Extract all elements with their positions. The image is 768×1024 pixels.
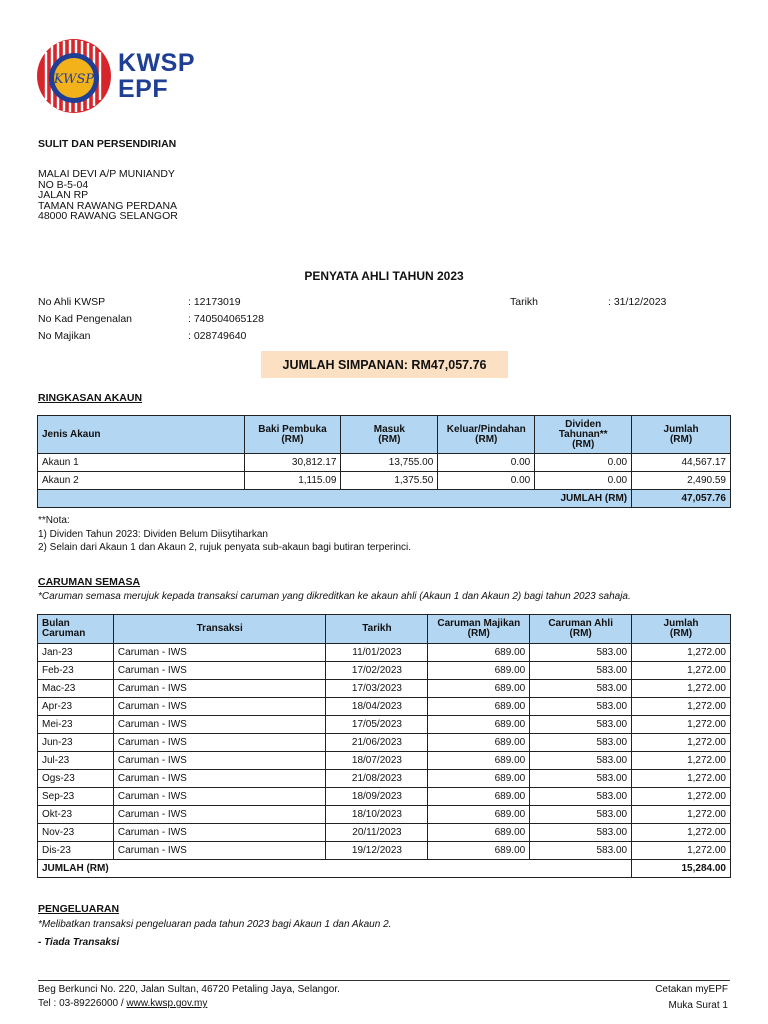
transaction-cell: Caruman - IWS	[113, 806, 326, 824]
date-value: : 31/12/2023	[608, 296, 667, 308]
dividend-cell: 0.00	[535, 472, 632, 490]
note-item: 1) Dividen Tahun 2023: Dividen Belum Diisytiharkan	[38, 528, 268, 540]
month-cell: Okt-23	[38, 806, 114, 824]
date-cell: 21/06/2023	[326, 734, 428, 752]
date-label: Tarikh	[510, 296, 539, 308]
ic-value: : 740504065128	[188, 313, 264, 325]
transaction-cell: Caruman - IWS	[113, 680, 326, 698]
date-cell: 18/10/2023	[326, 806, 428, 824]
summary-header-cell: Baki Pembuka (RM)	[244, 416, 341, 454]
date-cell: 20/11/2023	[326, 824, 428, 842]
employer-contribution-cell: 689.00	[428, 680, 530, 698]
member-contribution-cell: 583.00	[530, 716, 632, 734]
employer-contribution-cell: 689.00	[428, 716, 530, 734]
confidential-label: SULIT DAN PERSENDIRIAN	[38, 138, 177, 150]
opening-balance-cell: 30,812.17	[244, 454, 341, 472]
month-cell: Feb-23	[38, 662, 114, 680]
total-cell: 1,272.00	[632, 752, 731, 770]
total-cell: 2,490.59	[632, 472, 731, 490]
transaction-cell: Caruman - IWS	[113, 644, 326, 662]
month-cell: Nov-23	[38, 824, 114, 842]
notes-block	[38, 514, 411, 555]
date-cell: 18/07/2023	[326, 752, 428, 770]
contributions-body	[38, 644, 731, 860]
credit-cell: 13,755.00	[341, 454, 438, 472]
account-type-cell: Akaun 1	[38, 454, 245, 472]
dividend-cell: 0.00	[535, 454, 632, 472]
table-row	[38, 770, 731, 788]
employer-contribution-cell: 689.00	[428, 842, 530, 860]
member-contribution-cell: 583.00	[530, 698, 632, 716]
address-line: 48000 RAWANG SELANGOR	[38, 210, 178, 223]
brand-line-1: KWSP	[118, 49, 195, 77]
employer-contribution-cell: 689.00	[428, 752, 530, 770]
employer-contribution-cell: 689.00	[428, 644, 530, 662]
opening-balance-cell: 1,115.09	[244, 472, 341, 490]
table-row	[38, 662, 731, 680]
transaction-cell: Caruman - IWS	[113, 662, 326, 680]
total-cell: 1,272.00	[632, 698, 731, 716]
footer-tel: Tel : 03-89226000 /	[38, 998, 127, 1009]
brand-wordmark	[118, 50, 195, 102]
employer-contribution-cell: 689.00	[428, 824, 530, 842]
date-cell: 21/08/2023	[326, 770, 428, 788]
date-cell: 18/04/2023	[326, 698, 428, 716]
transaction-cell: Caruman - IWS	[113, 842, 326, 860]
table-row	[38, 788, 731, 806]
contrib-header-cell: Jumlah (RM)	[632, 615, 731, 644]
brand-line-2: EPF	[118, 75, 169, 103]
total-cell: 1,272.00	[632, 680, 731, 698]
account-summary-table	[37, 415, 731, 508]
address-line: TAMAN RAWANG PERDANA	[38, 199, 178, 212]
address-line: NO B-5-04	[38, 178, 89, 191]
month-cell: Jun-23	[38, 734, 114, 752]
statement-title: PENYATA AHLI TAHUN 2023	[304, 269, 464, 283]
total-cell: 1,272.00	[632, 662, 731, 680]
transaction-cell: Caruman - IWS	[113, 716, 326, 734]
summary-header-cell: Jumlah (RM)	[632, 416, 731, 454]
employer-contribution-cell: 689.00	[428, 770, 530, 788]
month-cell: Mac-23	[38, 680, 114, 698]
month-cell: Jan-23	[38, 644, 114, 662]
total-cell: 44,567.17	[632, 454, 731, 472]
employer-contribution-cell: 689.00	[428, 698, 530, 716]
table-row	[38, 644, 731, 662]
footer-contact	[38, 998, 207, 1009]
table-row	[38, 472, 731, 490]
employer-contribution-cell: 689.00	[428, 662, 530, 680]
footer-divider	[38, 980, 730, 981]
member-contribution-cell: 583.00	[530, 662, 632, 680]
member-contribution-cell: 583.00	[530, 752, 632, 770]
member-no-value: : 12173019	[188, 296, 241, 308]
table-row	[38, 680, 731, 698]
summary-total-row	[38, 490, 731, 508]
contrib-header-cell: Caruman Majikan (RM)	[428, 615, 530, 644]
table-row	[38, 824, 731, 842]
month-cell: Jul-23	[38, 752, 114, 770]
member-contribution-cell: 583.00	[530, 644, 632, 662]
member-contribution-cell: 583.00	[530, 680, 632, 698]
employer-label: No Majikan	[38, 330, 91, 342]
date-cell: 17/03/2023	[326, 680, 428, 698]
account-type-cell: Akaun 2	[38, 472, 245, 490]
total-cell: 1,272.00	[632, 788, 731, 806]
employer-contribution-cell: 689.00	[428, 788, 530, 806]
contrib-total-row	[38, 860, 731, 878]
contrib-header-cell: Transaksi	[113, 615, 326, 644]
transaction-cell: Caruman - IWS	[113, 698, 326, 716]
total-cell: 1,272.00	[632, 734, 731, 752]
contrib-header-cell: Tarikh	[326, 615, 428, 644]
employer-contribution-cell: 689.00	[428, 806, 530, 824]
member-contribution-cell: 583.00	[530, 734, 632, 752]
month-cell: Ogs-23	[38, 770, 114, 788]
table-row	[38, 806, 731, 824]
address-line: JALAN RP	[38, 189, 89, 202]
kwsp-emblem-logo	[36, 38, 112, 114]
member-contribution-cell: 583.00	[530, 770, 632, 788]
total-cell: 1,272.00	[632, 770, 731, 788]
contrib-header-row	[38, 615, 731, 644]
month-cell: Apr-23	[38, 698, 114, 716]
contributions-section-title: CARUMAN SEMASA	[38, 576, 141, 588]
transaction-cell: Caruman - IWS	[113, 734, 326, 752]
summary-header-cell: Jenis Akaun	[38, 416, 245, 454]
contributions-table	[37, 614, 731, 878]
employer-value: : 028749640	[188, 330, 247, 342]
table-row	[38, 842, 731, 860]
total-cell: 1,272.00	[632, 806, 731, 824]
table-row	[38, 752, 731, 770]
total-cell: 1,272.00	[632, 824, 731, 842]
summary-header-cell: Masuk (RM)	[341, 416, 438, 454]
contributions-note: *Caruman semasa merujuk kepada transaksi caruman yang dikreditkan ke akaun ahli (Akaun 1 dan Akaun 2) bagi tahun 2023 sahaja.	[38, 591, 631, 602]
total-cell: 1,272.00	[632, 716, 731, 734]
date-cell: 11/01/2023	[326, 644, 428, 662]
ic-label: No Kad Pengenalan	[38, 313, 132, 325]
footer-page: Muka Surat 1	[668, 1000, 728, 1011]
member-contribution-cell: 583.00	[530, 806, 632, 824]
date-cell: 18/09/2023	[326, 788, 428, 806]
month-cell: Sep-23	[38, 788, 114, 806]
date-cell: 17/05/2023	[326, 716, 428, 734]
emblem-text: KWSP	[53, 72, 95, 87]
withdrawal-cell: 0.00	[438, 472, 535, 490]
member-contribution-cell: 583.00	[530, 824, 632, 842]
contrib-header-cell: Bulan Caruman	[38, 615, 114, 644]
summary-header-cell: Keluar/Pindahan (RM)	[438, 416, 535, 454]
table-row	[38, 698, 731, 716]
website-link[interactable]: www.kwsp.gov.my	[126, 998, 208, 1009]
transaction-cell: Caruman - IWS	[113, 770, 326, 788]
table-row	[38, 454, 731, 472]
transaction-cell: Caruman - IWS	[113, 752, 326, 770]
date-cell: 17/02/2023	[326, 662, 428, 680]
contrib-total-value: 15,284.00	[632, 860, 731, 878]
footer-printed: Cetakan myEPF	[655, 984, 728, 995]
footer-address: Beg Berkunci No. 220, Jalan Sultan, 46720 Petaling Jaya, Selangor.	[38, 984, 340, 995]
no-transaction-text: - Tiada Transaksi	[38, 937, 120, 948]
summary-total-value: 47,057.76	[632, 490, 731, 508]
address-line: MALAI DEVI A/P MUNIANDY	[38, 168, 175, 180]
total-cell: 1,272.00	[632, 644, 731, 662]
summary-section-title: RINGKASAN AKAUN	[38, 392, 143, 404]
member-contribution-cell: 583.00	[530, 788, 632, 806]
withdrawals-section-title: PENGELUARAN	[38, 903, 120, 915]
contrib-header-cell: Caruman Ahli (RM)	[530, 615, 632, 644]
date-cell: 19/12/2023	[326, 842, 428, 860]
credit-cell: 1,375.50	[341, 472, 438, 490]
month-cell: Dis-23	[38, 842, 114, 860]
notes-heading: **Nota:	[38, 515, 70, 526]
summary-header-cell: Dividen Tahunan** (RM)	[535, 416, 632, 454]
employer-contribution-cell: 689.00	[428, 734, 530, 752]
table-row	[38, 734, 731, 752]
contrib-total-label: JUMLAH (RM)	[38, 860, 632, 878]
total-savings-banner: JUMLAH SIMPANAN: RM47,057.76	[261, 351, 508, 378]
transaction-cell: Caruman - IWS	[113, 788, 326, 806]
table-row	[38, 716, 731, 734]
member-no-label: No Ahli KWSP	[38, 296, 106, 308]
withdrawals-note: *Melibatkan transaksi pengeluaran pada tahun 2023 bagi Akaun 1 dan Akaun 2.	[38, 919, 392, 930]
withdrawal-cell: 0.00	[438, 454, 535, 472]
transaction-cell: Caruman - IWS	[113, 824, 326, 842]
member-address	[38, 169, 178, 222]
member-contribution-cell: 583.00	[530, 842, 632, 860]
note-item: 2) Selain dari Akaun 1 dan Akaun 2, rujuk penyata sub-akaun bagi butiran terperinci.	[38, 542, 412, 553]
summary-total-label: JUMLAH (RM)	[38, 490, 632, 508]
total-cell: 1,272.00	[632, 842, 731, 860]
summary-header-row	[38, 416, 731, 454]
month-cell: Mei-23	[38, 716, 114, 734]
